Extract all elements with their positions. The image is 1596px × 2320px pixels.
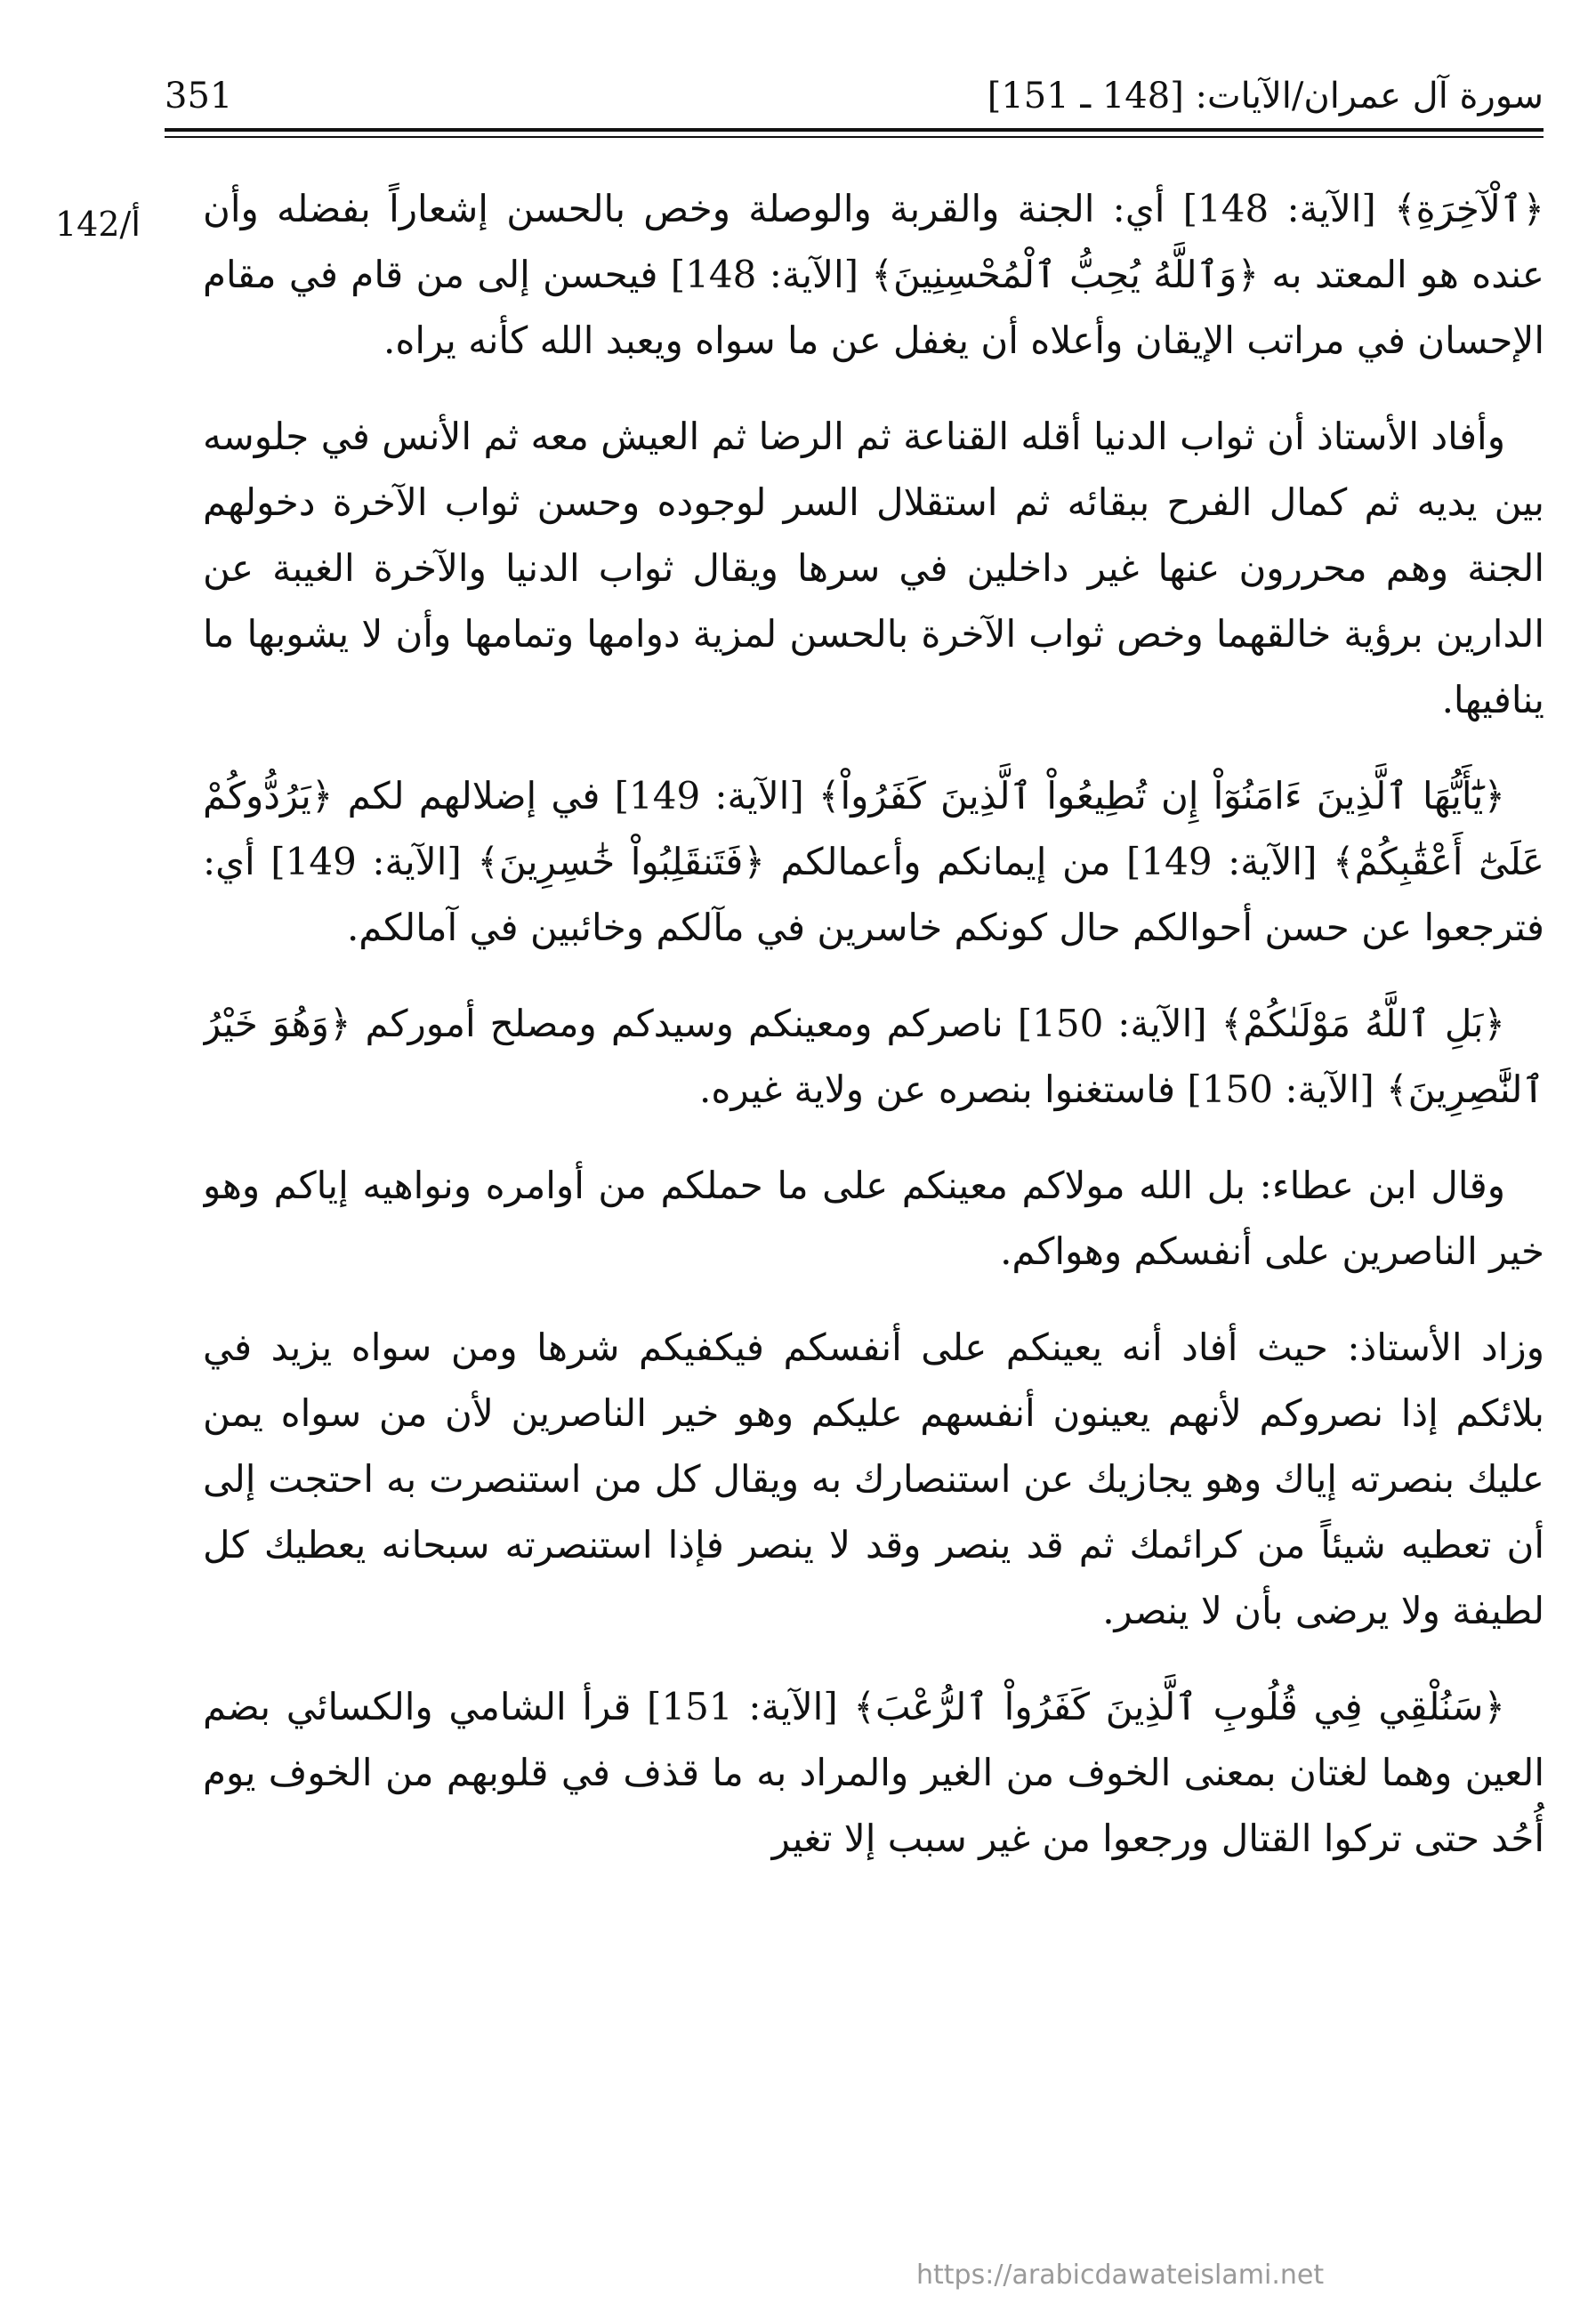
main-text	[203, 176, 1544, 2249]
running-title: سورة آل عمران/الآيات: [148 ـ 151]	[987, 76, 1544, 117]
paragraph-4: ﴿بَلِ ٱللَّهُ مَوْلَىٰكُمْ﴾ [الآية: 150] ناصركم ومعينكم وسيدكم ومصلح أموركم ﴿وَهُوَ خَيْرُ ٱلنَّٰصِرِينَ﴾ [الآية: 150] فاستغنوا بنصره عن ولاية غيره.	[203, 1002, 1544, 1111]
margin-folio-note: 142/أ	[55, 205, 141, 244]
page-number: 351	[165, 76, 233, 117]
paragraph-6: وزاد الأستاذ: حيث أفاد أنه يعينكم على أنفسكم فيكفيكم شرها ومن سواه يزيد في بلائكم إذا نصروكم لأنهم يعينون أنفسهم عليكم وهو خير الناصرين لأن من سواه يمن عليك بنصرته إياك وهو يجازيك عن استنصارك به ويقال كل من استنصرت به احتجت إلى أن تعطيه شيئاً من كرائمك ثم قد ينصر وقد لا ينصر فإذا استنصرته سبحانه يعطيك كل لطيفة ولا يرضى بأن لا ينصر.	[203, 1325, 1544, 1632]
paragraph-3: ﴿يَٰٓأَيُّهَا ٱلَّذِينَ ءَامَنُوٓاْ إِن تُطِيعُواْ ٱلَّذِينَ كَفَرُواْ﴾ [الآية: 149] في إضلالهم لكم ﴿يَرُدُّوكُمْ عَلَىٰٓ أَعْقَٰبِكُمْ﴾ [الآية: 149] من إيمانكم وأعمالكم ﴿فَتَنقَلِبُواْ خَٰسِرِينَ﴾ [الآية: 149] أي: فترجعوا عن حسن أحوالكم حال كونكم خاسرين في مآلكم وخائبين في آمالكم.	[203, 774, 1544, 949]
page-header	[165, 69, 1544, 123]
header-rule-thick	[165, 128, 1544, 132]
paragraph-1: ﴿ٱلْآخِرَةِ﴾ [الآية: 148] أي: الجنة والقربة والوصلة وخص بالحسن إشعاراً بفضله وأن عنده هو المعتد به ﴿وَٱللَّهُ يُحِبُّ ٱلْمُحْسِنِينَ﴾ [الآية: 148] فيحسن إلى من قام في مقام الإحسان في مراتب الإيقان وأعلاه أن يغفل عن ما سواه ويعبد الله كأنه يراه.	[203, 187, 1544, 362]
watermark-url: https://arabicdawateislami.net	[916, 2260, 1325, 2291]
paragraph-2: وأفاد الأستاذ أن ثواب الدنيا أقله القناعة ثم الرضا ثم العيش معه ثم الأنس في جلوسه بين يديه ثم كمال الفرح ببقائه ثم استقلال السر لوجوده وحسن ثواب الآخرة دخولهم الجنة وهم محررون عنها غير داخلين في سرها ويقال ثواب الدنيا والآخرة الغيبة عن الدارين برؤية خالقهما وخص ثواب الآخرة بالحسن لمزية دوامها وتمامها وأن لا يشوبها ما ينافيها.	[203, 415, 1544, 721]
paragraph-5: وقال ابن عطاء: بل الله مولاكم معينكم على ما حملكم من أوامره ونواهيه إياكم وهو خير الناصرين على أنفسكم وهواكم.	[203, 1164, 1544, 1273]
header-rule-thin	[165, 136, 1544, 138]
paragraph-7: ﴿سَنُلْقِي فِي قُلُوبِ ٱلَّذِينَ كَفَرُواْ ٱلرُّعْبَ﴾ [الآية: 151] قرأ الشامي والكسائي بضم العين وهما لغتان بمعنى الخوف من الغير والمراد به ما قذف في قلوبهم من الخوف يوم أُحُد حتى تركوا القتال ورجعوا من غير سبب إلا تغير	[203, 1685, 1544, 1860]
